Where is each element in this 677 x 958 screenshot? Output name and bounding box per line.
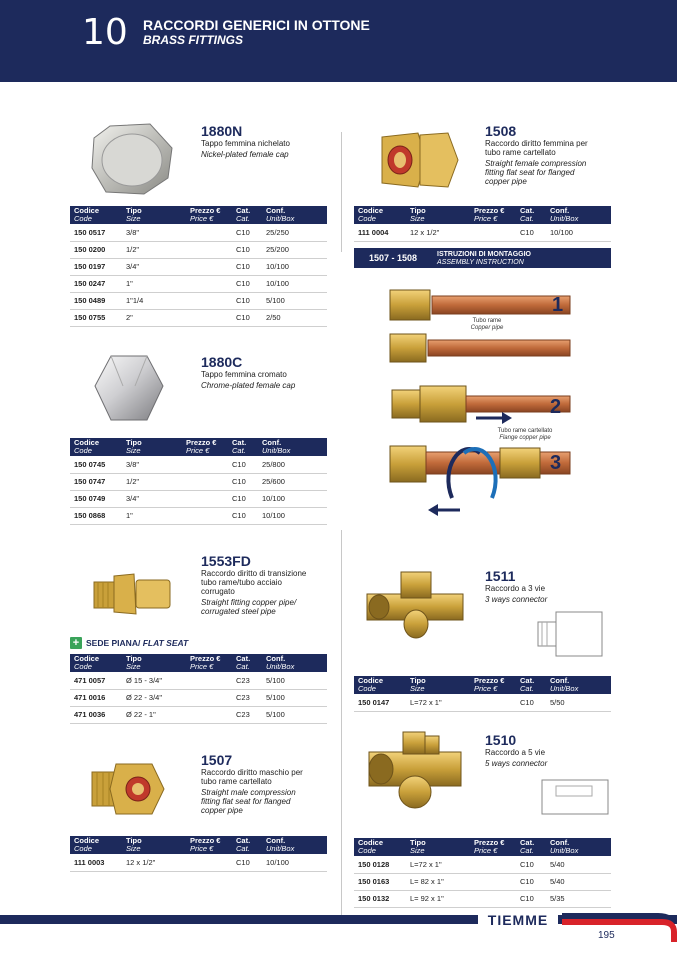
three-way-connector-image	[365, 568, 465, 640]
product-1880n	[201, 123, 331, 159]
product-description-en: copper pipe	[201, 806, 243, 815]
col-code: Codice Code	[70, 206, 122, 224]
flange-pipe-caption: Tubo rame cartellato Flange copper pipe	[497, 428, 553, 441]
product-description-it: Tappo femmina cromato	[201, 370, 287, 379]
product-description-en: corrugated steel pipe	[201, 607, 276, 616]
col-cat: Cat. Cat.	[232, 206, 262, 224]
product-description-it: Raccordo diritto femmina per	[485, 139, 588, 148]
assembly-title: ISTRUZIONI DI MONTAGGIO ASSEMBLY INSTRUCTION	[431, 249, 610, 267]
page-subtitle: BRASS FITTINGS	[143, 33, 244, 47]
table-1507: Codice Code Tipo Size Prezzo € Price € Cat. Cat. Conf. Unit/Box 111 0003 12 x 1/2" C10 10/100	[70, 836, 327, 872]
product-description-it: Raccordo a 5 vie	[485, 748, 546, 757]
assembly-step-2: 2	[550, 396, 562, 418]
product-code: 1511	[485, 568, 516, 584]
product-description-it: tubo rame cartellato	[201, 777, 272, 786]
product-1508	[485, 123, 615, 186]
product-code: 1507	[201, 752, 233, 768]
copper-pipe-caption: Tubo rame Copper pipe	[470, 318, 504, 331]
product-description-en: 5 ways connector	[485, 759, 548, 768]
product-description-it: Raccordo diritto maschio per	[201, 768, 303, 777]
product-description-en: 3 ways connector	[485, 595, 548, 604]
product-description-it: corrugato	[201, 587, 235, 596]
table-row: 471 0036 Ø 22 - 1" C23 5/100	[70, 706, 327, 723]
plus-icon: +	[70, 637, 82, 649]
product-description-en: copper pipe	[485, 177, 527, 186]
table-row: 150 0163 L= 82 x 1" C10 5/40	[354, 873, 611, 890]
product-description-en: Straight fitting copper pipe/	[201, 598, 297, 607]
table-row: 111 0003 12 x 1/2" C10 10/100	[70, 854, 327, 871]
product-description-it: tubo rame/tubo acciaio	[201, 578, 282, 587]
product-description-it: Raccordo diritto di transizione	[201, 569, 307, 578]
five-way-connector-image	[365, 730, 465, 810]
assembly-step-3: 3	[550, 452, 562, 474]
five-way-connector-drawing	[540, 770, 610, 824]
product-1880c	[201, 354, 331, 390]
page-number: 195	[598, 930, 615, 941]
assembly-step-1: 1	[552, 294, 564, 316]
product-code: 1510	[485, 732, 517, 748]
table-row: 150 0755 2" C10 2/50	[70, 309, 327, 326]
assembly-model-label: 1507 - 1508	[355, 249, 431, 267]
brand-logo: TIEMME	[478, 911, 558, 929]
male-compression-fitting-image	[90, 758, 166, 820]
page-header	[0, 0, 677, 82]
product-code: 1553FD	[201, 553, 251, 569]
product-1510	[485, 732, 615, 768]
table-row: 150 0749 3/4" C10 10/100	[70, 490, 327, 507]
table-row: 150 0868 1" C10 10/100	[70, 507, 327, 524]
table-row: 150 0197 3/4" C10 10/100	[70, 258, 327, 275]
table-1553fd: Codice Code Tipo Size Prezzo € Price € Cat. Cat. Conf. Unit/Box 471 0057 Ø 15 - 3/4" C23 5/100 471 0016 Ø 22 - 3/4" C23 5/100 471 0036 Ø 22 - 1" C23 5/100	[70, 654, 327, 724]
product-1553fd	[201, 553, 331, 616]
table-row: 471 0016 Ø 22 - 3/4" C23 5/100	[70, 689, 327, 706]
three-way-connector-drawing	[536, 606, 606, 664]
table-row: 150 0247 1" C10 10/100	[70, 275, 327, 292]
product-code: 1508	[485, 123, 517, 139]
product-description-en: Straight male compression	[201, 788, 296, 797]
table-1880c: Codice Code Tipo Size Prezzo € Price € Cat. Cat. Conf. Unit/Box 150 0745 3/8" C10 25/800 150 0747 1/2" C10 25/600 150 0749 3/4" C10 10/100 150 0868 1" C10 10/100	[70, 438, 327, 525]
table-row: 471 0057 Ø 15 - 3/4" C23 5/100	[70, 672, 327, 689]
female-compression-fitting-image	[378, 125, 460, 195]
product-description-it: tubo rame cartellato	[485, 148, 556, 157]
assembly-instruction-bar	[354, 248, 611, 268]
product-description-en: Straight female compression	[485, 159, 587, 168]
table-row: 150 0489 1"1/4 C10 5/100	[70, 292, 327, 309]
product-code: 1880C	[201, 354, 243, 370]
nickel-cap-image	[88, 120, 176, 198]
table-row: 150 0517 3/8" C10 25/250	[70, 224, 327, 241]
table-row: 150 0132 L= 92 x 1" C10 5/35	[354, 890, 611, 907]
table-1511: Codice Code Tipo Size Prezzo € Price € Cat. Cat. Conf. Unit/Box 150 0147 L=72 x 1" C10 5/50	[354, 676, 611, 712]
product-1507	[201, 752, 331, 815]
table-row: 150 0200 1/2" C10 25/200	[70, 241, 327, 258]
product-description-it: Tappo femmina nichelato	[201, 139, 290, 148]
column-divider	[341, 530, 342, 915]
chapter-number: 10	[82, 12, 128, 53]
brand-swoosh-icon	[562, 908, 677, 942]
table-row: 111 0004 12 x 1/2" C10 10/100	[354, 224, 611, 241]
column-divider	[341, 132, 342, 252]
product-description-en: fitting flat seat for flanged	[485, 168, 575, 177]
col-price: Prezzo € Price €	[186, 206, 232, 224]
product-description-en: Nickel-plated female cap	[201, 150, 289, 159]
product-1511	[485, 568, 615, 604]
product-code: 1880N	[201, 123, 243, 139]
table-1510: Codice Code Tipo Size Prezzo € Price € Cat. Cat. Conf. Unit/Box 150 0128 L=72 x 1" C10 5/40 150 0163 L= 82 x 1" C10 5/40 150 0132 L= 92 x 1" C10 5/35	[354, 838, 611, 908]
product-description-en: fitting flat seat for flanged	[201, 797, 291, 806]
flat-seat-label: + SEDE PIANA/ FLAT SEAT	[70, 637, 188, 649]
product-description-it: Raccordo a 3 vie	[485, 584, 546, 593]
table-1508: Codice Code Tipo Size Prezzo € Price € Cat. Cat. Conf. Unit/Box 111 0004 12 x 1/2" C10 10/100	[354, 206, 611, 242]
product-description-en: Chrome-plated female cap	[201, 381, 296, 390]
transition-fitting-image	[92, 568, 172, 620]
col-size: Tipo Size	[122, 206, 186, 224]
page-title: RACCORDI GENERICI IN OTTONE	[143, 17, 370, 33]
col-box: Conf. Unit/Box	[262, 206, 327, 224]
table-row: 150 0745 3/8" C10 25/800	[70, 456, 327, 473]
table-row: 150 0747 1/2" C10 25/600	[70, 473, 327, 490]
table-row: 150 0147 L=72 x 1" C10 5/50	[354, 694, 611, 711]
chrome-cap-image	[93, 352, 165, 424]
table-1880n	[70, 206, 327, 327]
table-row: 150 0128 L=72 x 1" C10 5/40	[354, 856, 611, 873]
